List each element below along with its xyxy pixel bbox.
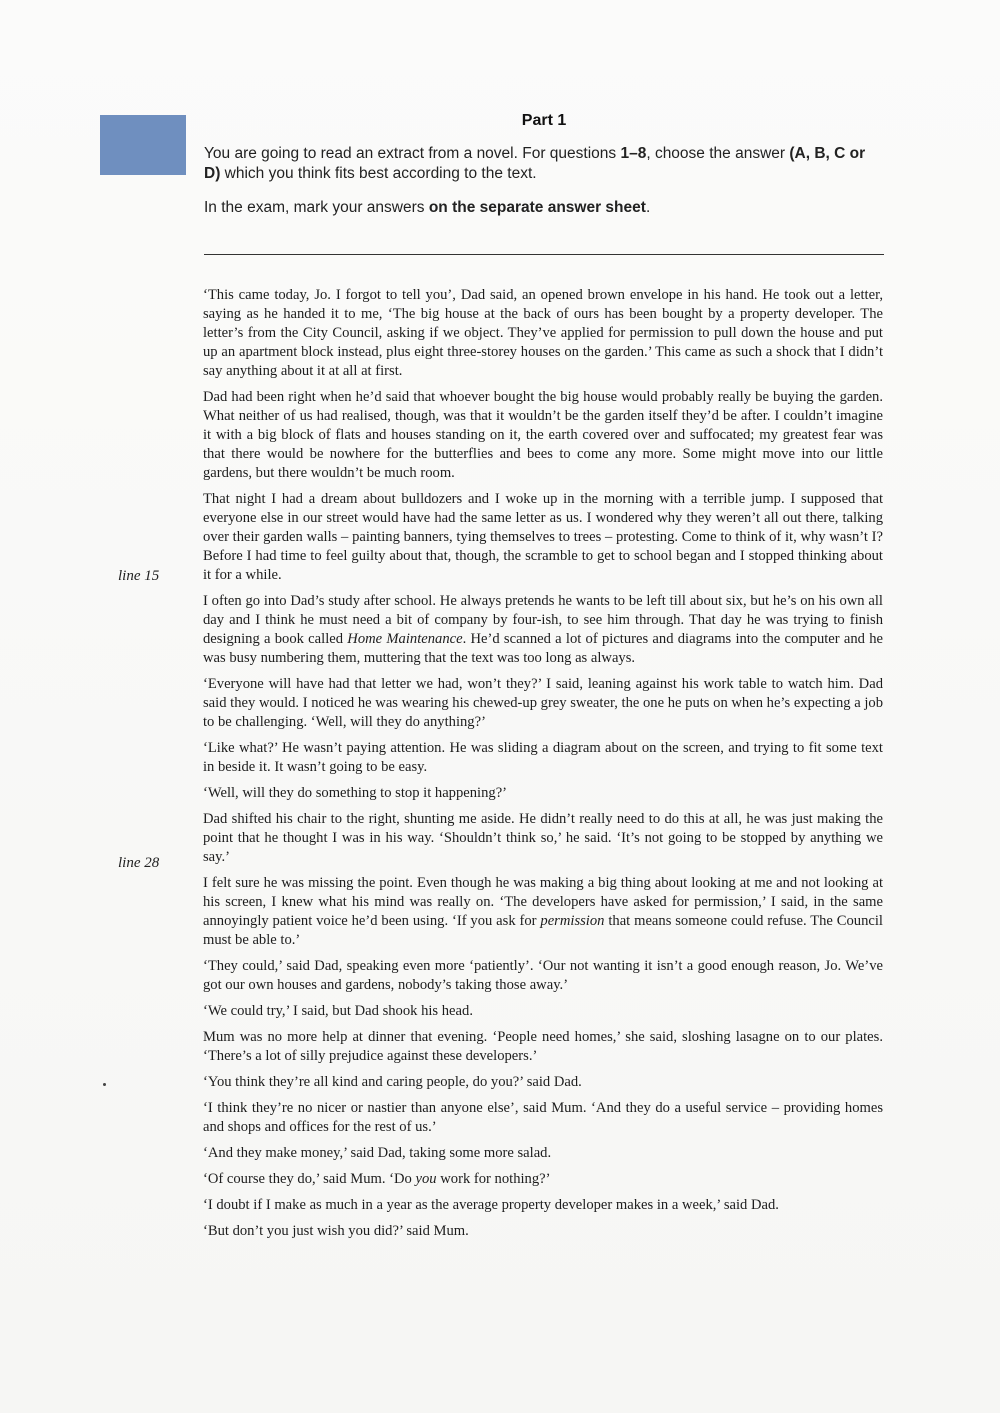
paragraph-16-b: work for nothing?’ — [436, 1171, 551, 1187]
paragraph-11: ‘We could try,’ I said, but Dad shook his head. — [203, 1003, 473, 1019]
paragraph-12: Mum was no more help at dinner that evening. ‘People need homes,’ she said, sloshing lasagne on to our plates. ‘There’s a lot of silly prejudice against these developers.’ — [203, 1029, 883, 1064]
paragraph-17: ‘I doubt if I make as much in a year as the average property developer makes in a week,’ said Dad. — [203, 1197, 779, 1213]
exam-note — [204, 198, 884, 218]
part-header — [204, 112, 884, 218]
instructions-text-3: which you think fits best according to the text. — [220, 165, 537, 182]
paragraph-3: That night I had a dream about bulldozers and I woke up in the morning with a terrible jump. I supposed that everyone else in our street would have had the same letter as us. I wondered why they weren’t all out there, talking over their garden walls – painting banners, tying themselves to trees – protesting. Come to think of it, why wasn’t I? Before I had time to feel guilty about that, though, the scramble to get to school began and I stopped thinking about it for a while. — [203, 491, 883, 583]
paragraph-15: ‘And they make money,’ said Dad, taking some more salad. — [203, 1145, 552, 1161]
paragraph-14: ‘I think they’re no nicer or nastier than anyone else’, said Mum. ‘And they do a useful service – providing homes and shops and offices for the rest of us.’ — [203, 1100, 883, 1135]
paragraph-16-a: ‘Of course they do,’ said Mum. ‘Do — [203, 1171, 416, 1187]
part-title: Part 1 — [521, 112, 567, 129]
paragraph-1: ‘This came today, Jo. I forgot to tell you’, Dad said, an opened brown envelope in his hand. He took out a letter, saying as he handed it to me, ‘The big house at the back of ours has been bought by a property developer. The letter’s from the City Council, asking if we object. They’ve applied for permission to pull down the house and put up an apartment block instead, plus eight three-storey houses on the garden.’ This came as such a shock that I didn’t say anything about it at all at first. — [203, 287, 883, 379]
book-title: Home Maintenance — [347, 631, 463, 647]
paragraph-4-a: I often go into Dad’s study after school. He always pretends he wants to be left till about six, but he’s on his own all day and I think he must need a bit of company by four-ish, to see him through. That day he was trying to finish designing a book called — [203, 593, 883, 647]
paragraph-4 — [203, 592, 883, 668]
part-marker-block — [100, 115, 186, 175]
paragraph-8: Dad shifted his chair to the right, shunting me aside. He didn’t really need to do this at all, he was just making the point that he thought I was in his way. ‘Shouldn’t think so,’ he said. ‘It’s not going to be stopped by anything we say.’ — [203, 811, 883, 865]
header-divider — [204, 254, 884, 255]
paragraph-13: ‘You think they’re all kind and caring people, do you?’ said Dad. — [203, 1074, 582, 1090]
paragraph-2: Dad had been right when he’d said that whoever bought the big house would probably really be buying the garden. What neither of us had realised, though, was that it wouldn’t be the garden itself they’d be after. I couldn’t imagine it with a big block of flats and houses standing on it, the earth covered over and suffocated; my greatest fear was that there would be nowhere for the butterflies and bees to come any more. Some might move into our little gardens, but there wouldn’t be much room. — [203, 389, 883, 481]
paragraph-9-b: that means someone could refuse. The Council must be able to.’ — [203, 913, 883, 948]
paragraph-5: ‘Everyone will have had that letter we had, won’t they?’ I said, leaning against his work table to watch him. Dad said they would. I noticed he was wearing his chewed-up grey sweater, the one he puts on when he’s expecting a job to be challenging. ‘Well, will they do anything?’ — [203, 676, 883, 730]
paragraph-16 — [203, 1170, 883, 1189]
paragraph-7: ‘Well, will they do something to stop it happening?’ — [203, 785, 508, 801]
instructions-questions: 1–8 — [620, 145, 647, 162]
emphasis-you: you — [415, 1171, 437, 1187]
paragraph-4-b: . He’d scanned a lot of pictures and diagrams into the computer and he was busy numbering them, muttering that the text was too long as always. — [203, 631, 883, 666]
exam-note-bold: on the separate answer sheet — [428, 199, 646, 216]
exam-note-text-1: In the exam, mark your answers — [204, 199, 429, 216]
reading-passage — [203, 286, 883, 1248]
paragraph-6: ‘Like what?’ He wasn’t paying attention. He was sliding a diagram about on the screen, and trying to fit some text in beside it. It wasn’t going to be easy. — [203, 740, 883, 775]
line-28-marker: line 28 — [118, 855, 160, 871]
instructions-text-2: , choose the answer — [646, 145, 790, 162]
paragraph-9-a: I felt sure he was missing the point. Even though he was making a big thing about looking at me and not looking at his screen, I knew what his mind was really on. ‘The developers have asked for permission,’ I said, in the same annoyingly patient voice he’d been using. ‘If you ask for — [203, 875, 883, 929]
instructions-text-1: You are going to read an extract from a novel. For questions — [204, 145, 621, 162]
instructions-options: (A, B, C or D) — [204, 145, 866, 182]
paragraph-10: ‘They could,’ said Dad, speaking even more ‘patiently’. ‘Our not wanting it isn’t a good enough reason, Jo. We’ve got our own houses and gardens, nobody’s taking those away.’ — [203, 958, 883, 993]
emphasis-permission: permission — [540, 913, 605, 929]
instructions — [204, 144, 884, 184]
margin-dot — [103, 1083, 106, 1086]
paragraph-18: ‘But don’t you just wish you did?’ said Mum. — [203, 1223, 469, 1239]
line-15-marker: line 15 — [118, 568, 160, 584]
paragraph-9 — [203, 874, 883, 950]
exam-note-text-2: . — [645, 199, 651, 216]
